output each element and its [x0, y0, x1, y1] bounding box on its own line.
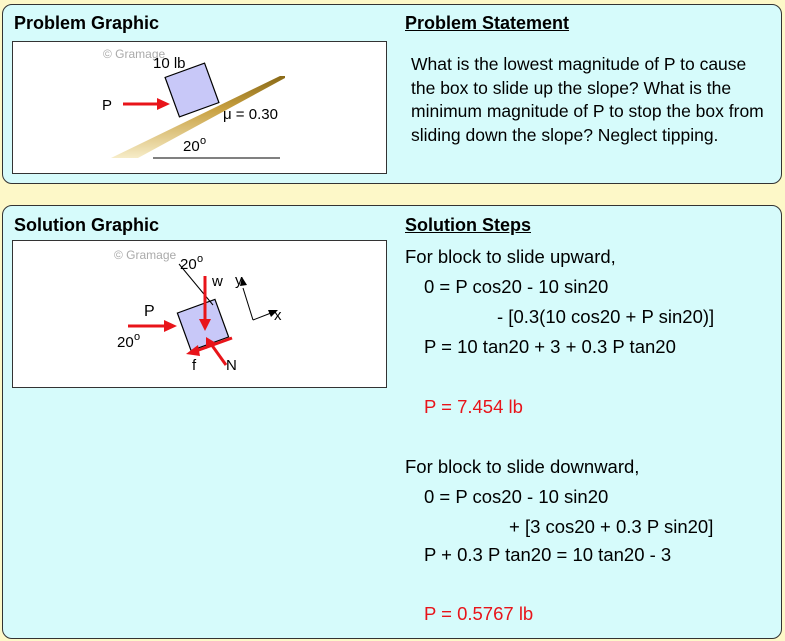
- fbd-diagram: [13, 241, 388, 389]
- weight-label: 10 lb: [153, 55, 186, 72]
- solution-graphic: [12, 240, 387, 388]
- step-up-eq2: - [0.3(10 cos20 + P sin20)]: [497, 306, 715, 327]
- step-up-intro: For block to slide upward,: [405, 246, 616, 267]
- friction-label: μ = 0.30: [223, 106, 278, 123]
- force-label: P: [102, 97, 113, 114]
- angle-top-unit: o: [197, 253, 204, 265]
- angle-unit: o: [200, 135, 207, 147]
- problem-graphic: [12, 41, 387, 174]
- x-label: x: [274, 307, 282, 324]
- angle-top-label: 20: [180, 256, 197, 273]
- p-arrow-head: [164, 320, 177, 332]
- step-up-eq3: P = 10 tan20 + 3 + 0.3 P tan20: [424, 336, 676, 357]
- p-label: P: [144, 303, 155, 320]
- n-label: N: [226, 357, 237, 374]
- step-down-result: P = 0.5767 lb: [424, 603, 534, 624]
- problem-panel: [2, 4, 782, 184]
- y-axis: [243, 288, 253, 320]
- watermark: © Gramage: [114, 248, 177, 262]
- problem-statement: What is the lowest magnitude of P to cause the box to slide up the slope? What is the minimum magnitude of P to stop the box from sliding down the slope? Neglect tipping.: [411, 54, 764, 145]
- watermark: © Gramage: [103, 47, 166, 61]
- step-up-eq1: 0 = P cos20 - 10 sin20: [424, 276, 609, 297]
- angle-left-unit: o: [134, 331, 141, 343]
- step-down-intro: For block to slide downward,: [405, 456, 640, 477]
- angle-left-label: 20: [117, 334, 134, 351]
- step-down-eq1: 0 = P cos20 - 10 sin20: [424, 486, 609, 507]
- step-down-eq2: + [3 cos20 + 0.3 P sin20]: [509, 516, 714, 537]
- problem-graphic-heading: Problem Graphic: [14, 13, 160, 33]
- step-up-result: P = 7.454 lb: [424, 396, 523, 417]
- p-arrow-head: [157, 98, 170, 110]
- x-axis: [253, 313, 271, 320]
- y-label: y: [235, 272, 243, 289]
- w-label: w: [212, 273, 223, 290]
- solution-graphic-heading: Solution Graphic: [14, 215, 160, 235]
- problem-diagram: [13, 42, 388, 175]
- f-label: f: [192, 357, 197, 374]
- solution-steps-heading: Solution Steps: [405, 215, 531, 235]
- angle-label: 20: [183, 138, 200, 155]
- step-down-eq3: P + 0.3 P tan20 = 10 tan20 - 3: [424, 544, 672, 565]
- n-arrow: [211, 344, 226, 365]
- problem-statement-heading: Problem Statement: [405, 13, 570, 33]
- solution-panel: [2, 205, 782, 639]
